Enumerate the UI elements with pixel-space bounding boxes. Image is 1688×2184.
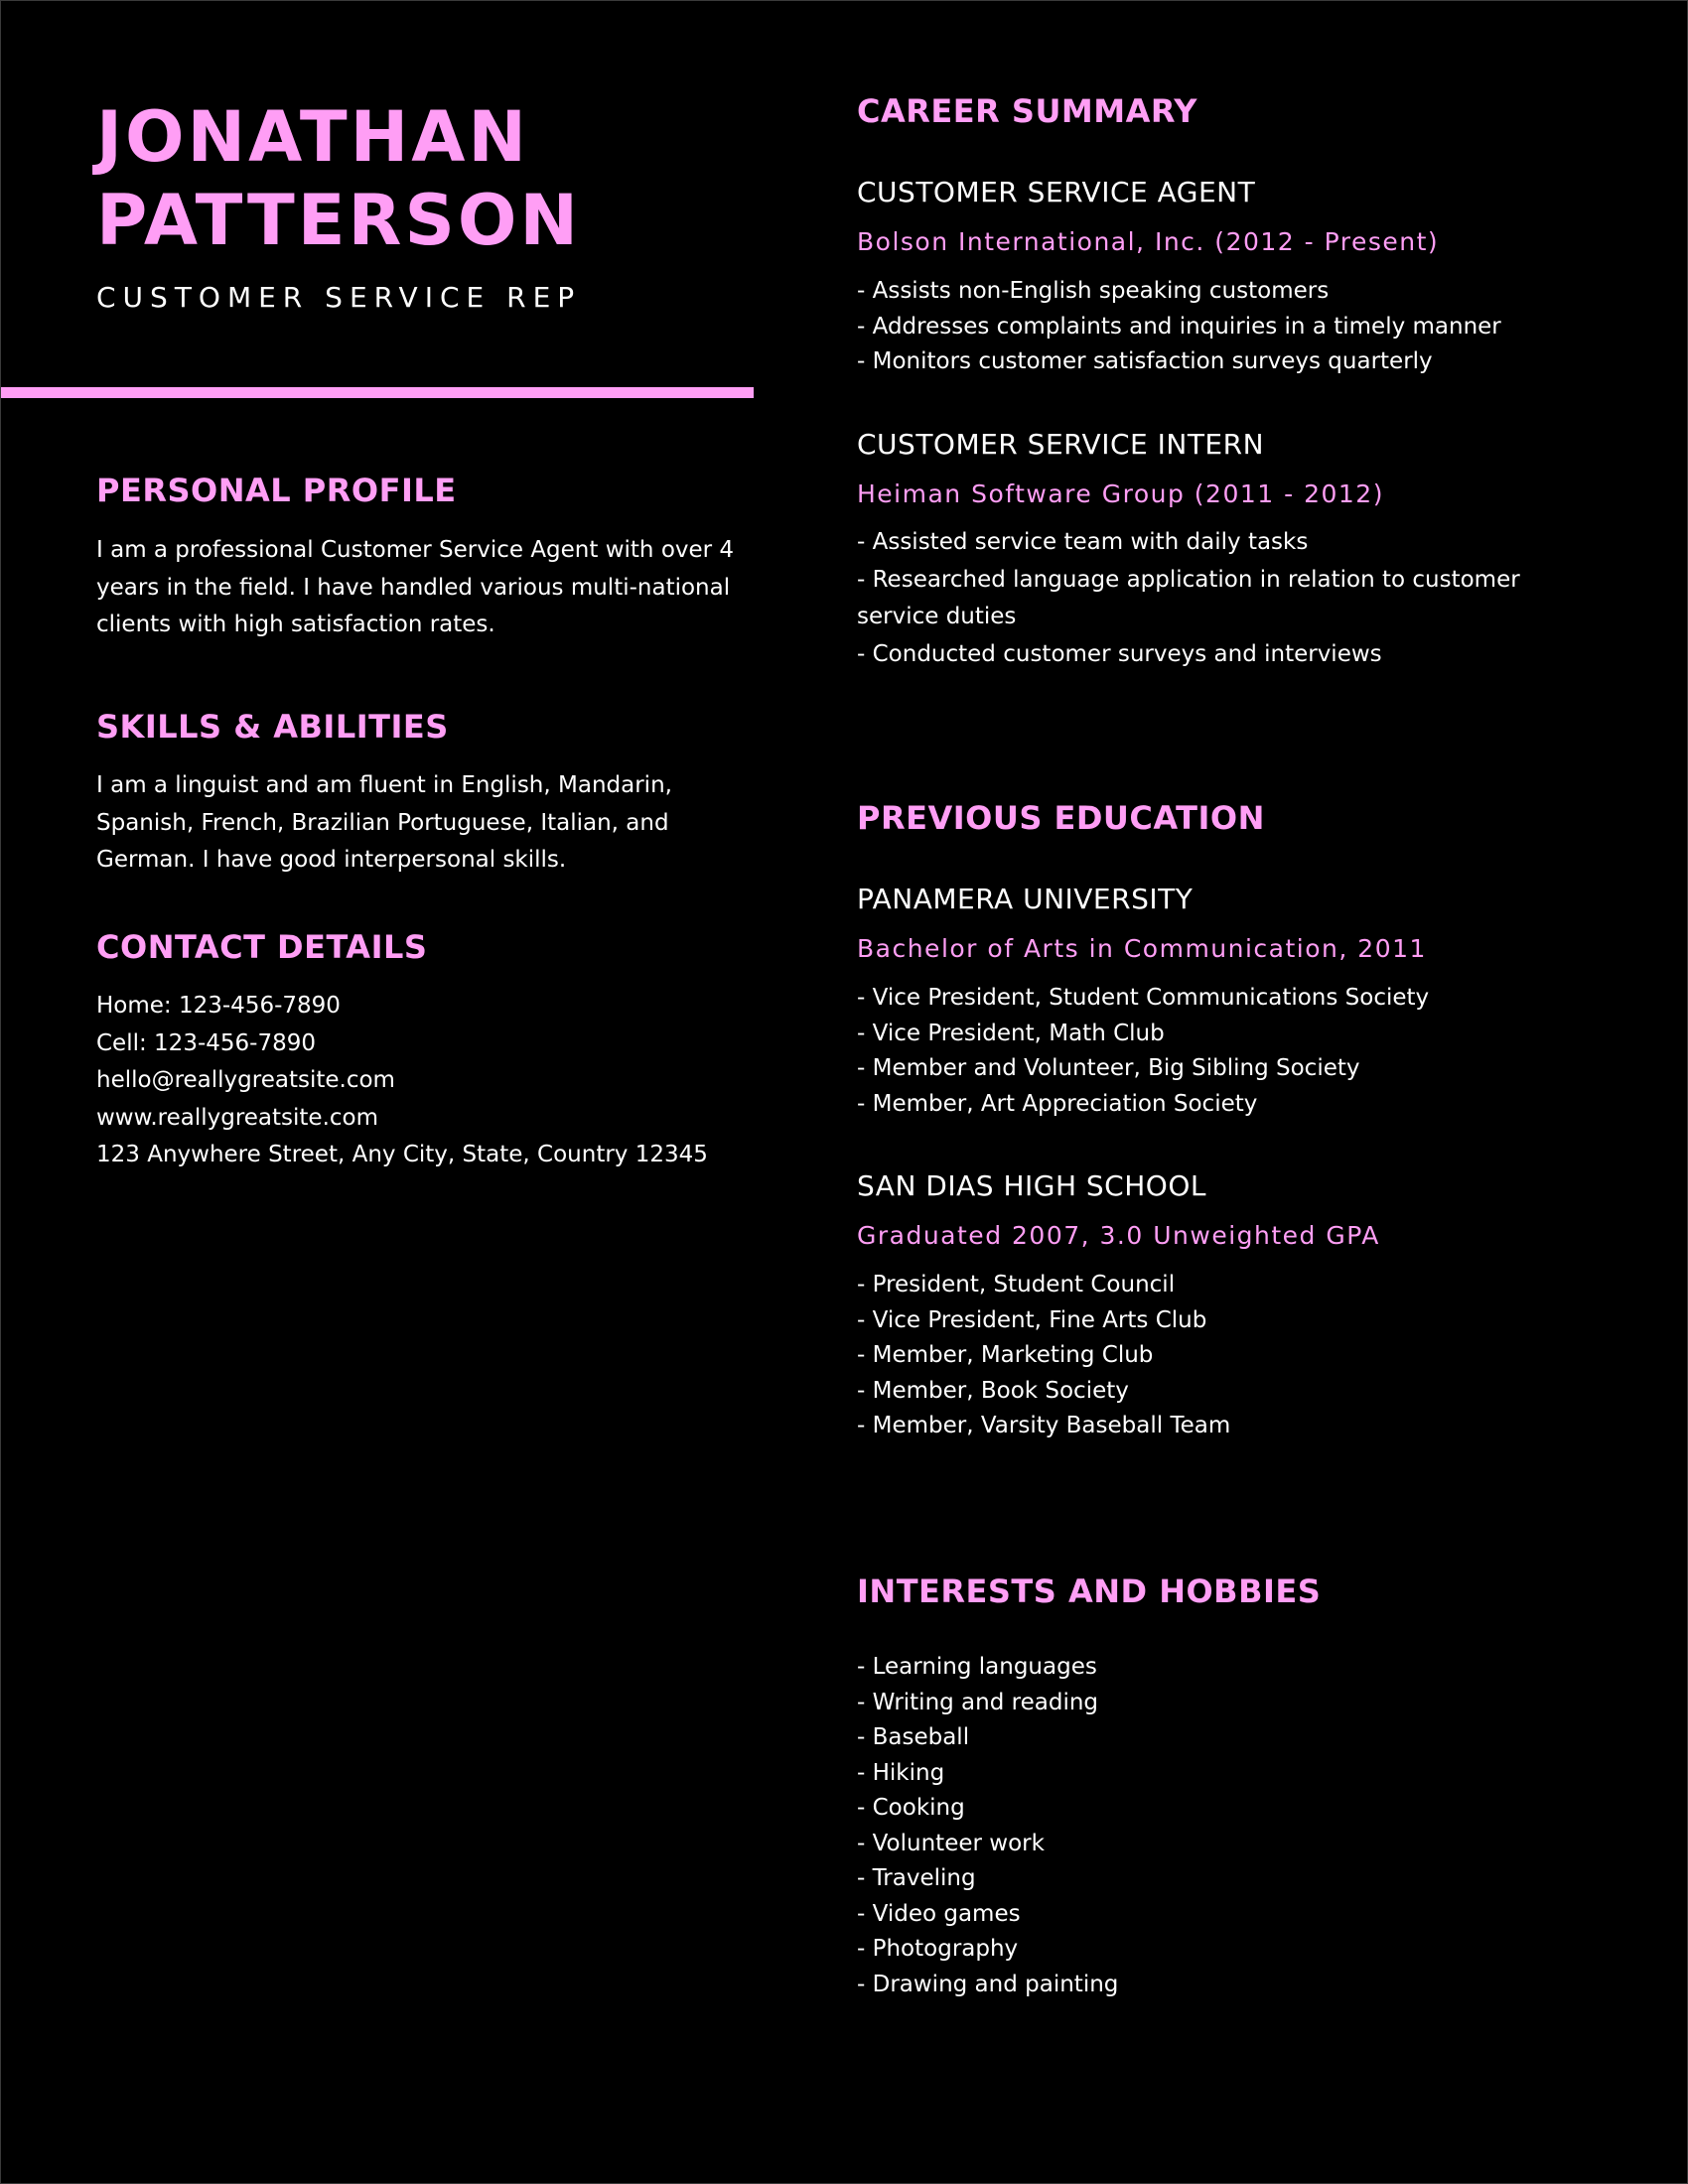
interests-heading: INTERESTS AND HOBBIES	[857, 1572, 1322, 1610]
list-item: - Drawing and painting	[857, 1971, 1119, 1997]
list-item: - Addresses complaints and inquiries in a timely manner	[857, 313, 1501, 340]
list-item: - Photography	[857, 1936, 1019, 1962]
personal-profile-text: I am a professional Customer Service Agent with over 4 years in the field. I have handled various multi-national clients with high satisfaction rates.	[96, 537, 735, 637]
first-name: JONATHAN	[96, 96, 529, 178]
personal-profile-heading: PERSONAL PROFILE	[96, 472, 457, 509]
job-company-2: Heiman Software Group (2011 - 2012)	[857, 479, 1384, 508]
contact-heading: CONTACT DETAILS	[96, 928, 428, 966]
candidate-name	[96, 95, 581, 262]
interests-list	[857, 1650, 1592, 2002]
job-bullets-2	[857, 524, 1592, 673]
job-company-1: Bolson International, Inc. (2012 - Present)	[857, 227, 1440, 256]
career-summary-heading: CAREER SUMMARY	[857, 92, 1197, 130]
school-bullets-1	[857, 981, 1592, 1122]
education-heading: PREVIOUS EDUCATION	[857, 799, 1265, 837]
list-item: - Member, Art Appreciation Society	[857, 1090, 1258, 1117]
job-title-2: CUSTOMER SERVICE INTERN	[857, 428, 1265, 461]
job-title: CUSTOMER SERVICE REP	[96, 281, 582, 314]
list-item: - Member, Varsity Baseball Team	[857, 1413, 1231, 1438]
list-item: - Volunteer work	[857, 1830, 1045, 1856]
list-item: - Member, Marketing Club	[857, 1342, 1154, 1368]
list-item: - Cooking	[857, 1795, 965, 1821]
list-item: - Vice President, Math Club	[857, 1020, 1165, 1046]
contact-email[interactable]: hello@reallygreatsite.com	[96, 1067, 395, 1093]
skills-text: I am a linguist and am fluent in English, Mandarin, Spanish, French, Brazilian Portuguese, Italian, and German. I have good interpersonal skills.	[96, 772, 672, 873]
job-bullets-1	[857, 274, 1592, 380]
list-item: - Assists non-English speaking customers	[857, 278, 1330, 304]
school-detail-1: Bachelor of Arts in Communication, 2011	[857, 934, 1427, 963]
contact-address: 123 Anywhere Street, Any City, State, Country 12345	[96, 1142, 708, 1167]
header-divider	[1, 387, 754, 398]
list-item: - Traveling	[857, 1865, 976, 1891]
contact-cell: Cell: 123-456-7890	[96, 1029, 316, 1056]
list-item: - Vice President, Fine Arts Club	[857, 1306, 1207, 1333]
job-title-1: CUSTOMER SERVICE AGENT	[857, 176, 1256, 208]
school-name-2: SAN DIAS HIGH SCHOOL	[857, 1169, 1206, 1202]
list-item: - Vice President, Student Communications Society	[857, 985, 1430, 1011]
school-bullets-2	[857, 1268, 1592, 1444]
list-item: - Conducted customer surveys and interviews	[857, 640, 1382, 667]
list-item: - Baseball	[857, 1724, 970, 1750]
list-item: - Hiking	[857, 1759, 945, 1786]
list-item: - Monitors customer satisfaction surveys quarterly	[857, 348, 1433, 374]
list-item: - Learning languages	[857, 1654, 1097, 1680]
contact-list	[96, 988, 708, 1174]
skills-heading: SKILLS & ABILITIES	[96, 708, 449, 746]
last-name: PATTERSON	[96, 180, 581, 261]
list-item: - Assisted service team with daily tasks	[857, 529, 1309, 555]
list-item: - Writing and reading	[857, 1689, 1099, 1715]
list-item: - President, Student Council	[857, 1272, 1176, 1297]
list-item: - Video games	[857, 1900, 1021, 1927]
list-item: - Researched language application in relation to customer service duties	[857, 566, 1520, 629]
contact-website[interactable]: www.reallygreatsite.com	[96, 1104, 379, 1131]
contact-home: Home: 123-456-7890	[96, 993, 341, 1019]
school-name-1: PANAMERA UNIVERSITY	[857, 883, 1194, 915]
list-item: - Member, Book Society	[857, 1377, 1129, 1404]
school-detail-2: Graduated 2007, 3.0 Unweighted GPA	[857, 1221, 1380, 1250]
list-item: - Member and Volunteer, Big Sibling Society	[857, 1055, 1360, 1081]
